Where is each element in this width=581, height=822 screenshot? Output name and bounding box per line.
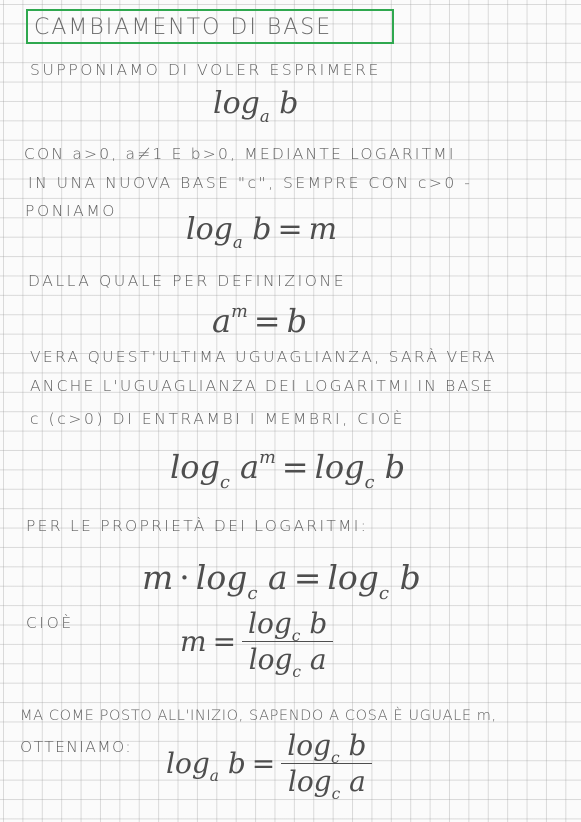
text-line-7: ANCHE L'UGUAGLIANZA DEI LOGARITMI IN BASE	[30, 377, 495, 395]
text-line-8: c (c>0) DI ENTRAMBI I MEMBRI, CIOÈ	[30, 410, 406, 428]
formula-change-of-base: $\log_a b$ = $\frac{\log_c b}{\log_c a}$	[166, 728, 372, 799]
formula-m-log-c-a-eq-log-c-b: $m \cdot \log_c a = \log_c b$	[142, 558, 421, 604]
formula-log-a-b-eq-m: $\log_a b = m$	[186, 212, 338, 253]
text-line-3: IN UNA NUOVA BASE "c", SEMPRE CON c>0 -	[28, 174, 473, 192]
text-line-11: MA COME POSTO ALL'INIZIO, SAPENDO A COSA È UGUALE m,	[20, 708, 497, 724]
title-box	[26, 9, 394, 44]
text-line-12: OTTENIAMO:	[20, 738, 132, 756]
formula-m-eq-fraction: m = $\frac{\log_c b}{\log_c a}$	[180, 606, 333, 677]
formula-a-pow-m-eq-b: $a^m = b$	[212, 302, 308, 340]
text-line-1: SUPPONIAMO DI VOLER ESPRIMERE	[30, 61, 381, 79]
page-title: CAMBIAMENTO DI BASE	[34, 15, 333, 40]
text-line-4: PONIAMO	[25, 202, 118, 220]
fraction: $\frac{\log_c b}{\log_c a}$	[281, 728, 372, 799]
text-line-5: DALLA QUALE PER DEFINIZIONE	[28, 272, 347, 290]
text-line-10: CIOÈ	[26, 614, 74, 632]
formula-log-c-a-pow-m-eq-log-c-b: $\log_c a^m = \log_c b$	[170, 448, 406, 493]
text-line-2: CON a>0, a≠1 E b>0, MEDIANTE LOGARITMI	[24, 145, 456, 163]
fraction: $\frac{\log_c b}{\log_c a}$	[242, 606, 333, 677]
text-line-9: PER LE PROPRIETÀ DEI LOGARITMI:	[26, 517, 369, 535]
text-line-6: VERA QUEST'ULTIMA UGUAGLIANZA, SARÀ VERA	[30, 348, 497, 366]
formula-log-a-b: $\log_a b$	[213, 86, 299, 127]
